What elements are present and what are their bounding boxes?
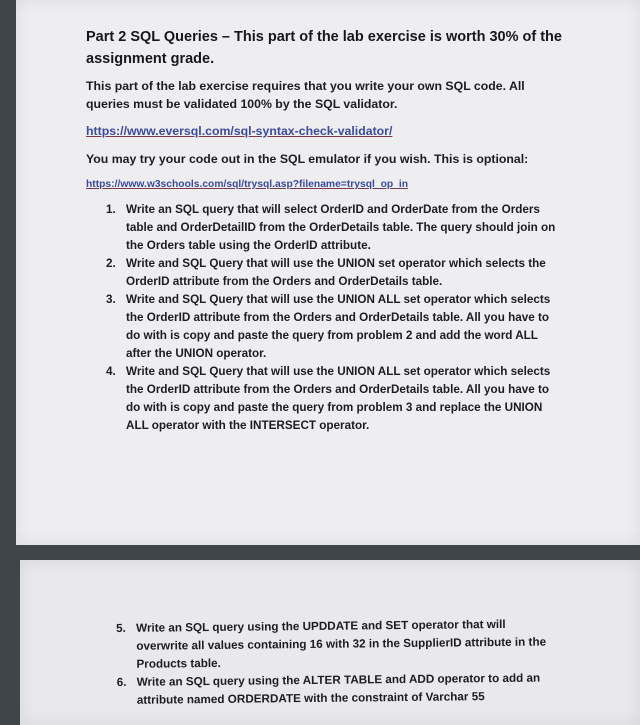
emulator-note: You may try your code out in the SQL emulator if you wish. This is optional:	[86, 152, 529, 166]
question-text: Write an SQL query using the ALTER TABLE and ADD operator to add an attribute named ORDERDATE with the constraint of Varchar 55	[136, 671, 541, 707]
question-number: 2.	[106, 257, 116, 270]
question-item	[106, 255, 556, 291]
question-number: 5.	[116, 621, 126, 635]
question-text: Write an SQL query using the UPDDATE and SET operator that will overwrite all values containing 16 with 32 in the SupplierID attribute in the Products table.	[136, 617, 547, 671]
question-number: 3.	[106, 293, 116, 306]
question-number: 6.	[116, 675, 127, 689]
question-text: Write and SQL Query that will use the UNION set operator which selects the OrderID attribute from the Orders and OrderDetails table.	[126, 257, 546, 288]
document-page-1	[16, 0, 640, 545]
question-item	[106, 291, 556, 363]
question-text: Write and SQL Query that will use the UNION ALL set operator which selects the OrderID attribute from the Orders and OrderDetails table. All you have to do with is copy and paste the query from problem 3 and replace the UNION ALL operator with the INTERSECT operator.	[126, 365, 551, 432]
question-list-page-1	[106, 201, 556, 435]
question-item	[106, 363, 556, 435]
question-item	[117, 669, 557, 710]
intro-paragraph: This part of the lab exercise requires that you write your own SQL code. All queries must be validated 100% by the SQL validator.	[86, 79, 525, 111]
emulator-link[interactable]: https://www.w3schools.com/sql/trysql.asp?filename=trysql_op_in	[86, 179, 409, 190]
question-text: Write an SQL query that will select OrderID and OrderDate from the Orders table and OrderDetailID from the OrderDetails table. The query should join on the Orders table using the OrderID attribute.	[126, 203, 556, 252]
question-item	[106, 201, 556, 255]
question-list-page-2	[116, 615, 557, 710]
document-page-2	[20, 560, 640, 725]
question-item	[116, 615, 557, 674]
question-text: Write and SQL Query that will use the UNION ALL set operator which selects the OrderID attribute from the Orders and OrderDetails table. All you have to do with is copy and paste the query from problem 2 and add the word ALL after the UNION operator.	[126, 293, 551, 360]
question-number: 4.	[106, 365, 116, 378]
validator-link[interactable]: https://www.eversql.com/sql-syntax-check-validator/	[86, 124, 393, 138]
question-number: 1.	[106, 203, 116, 216]
page-heading: Part 2 SQL Queries – This part of the lab exercise is worth 30% of the assignment grade.	[86, 29, 562, 67]
